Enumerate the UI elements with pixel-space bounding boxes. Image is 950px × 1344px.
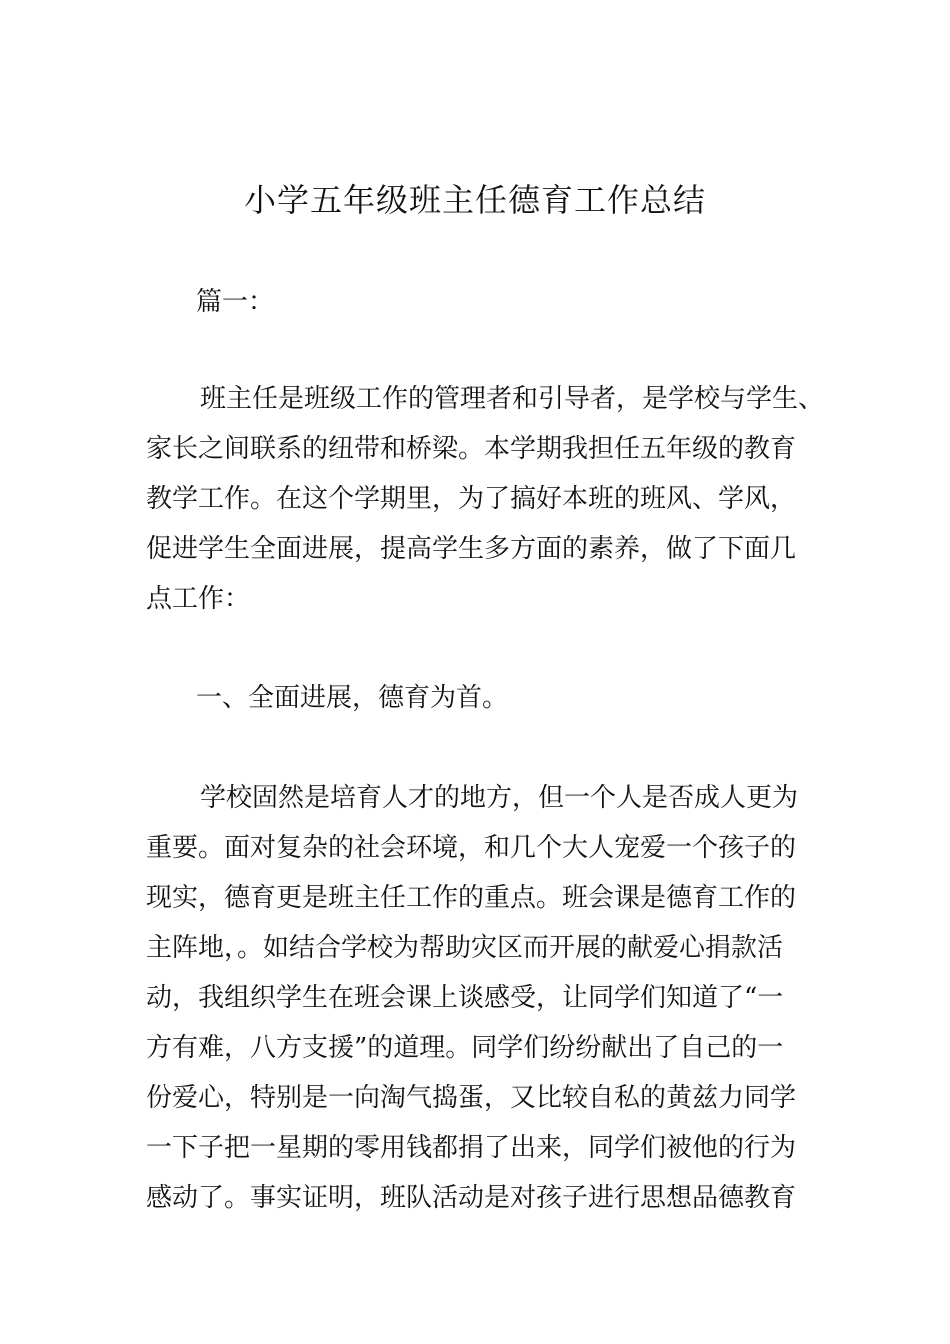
paragraph-line: 感动了。事实证明，班队活动是对孩子进行思想品德教育 [146, 1183, 797, 1213]
paragraph-line: 教学工作。在这个学期里，为了搞好本班的班风、学风， [146, 484, 797, 514]
paragraph-line: 份爱心，特别是一向淘气捣蛋，又比较自私的黄兹力同学 [146, 1083, 797, 1113]
section-label: 篇一： [196, 287, 275, 317]
paragraph-line: 方有难，八方支援”的道理。同学们纷纷献出了自己的一 [146, 1033, 784, 1063]
paragraph-line: 班主任是班级工作的管理者和引导者，是学校与学生、 [200, 384, 825, 414]
paragraph-line: 点工作： [146, 584, 251, 614]
paragraph-line: 学校固然是培育人才的地方，但一个人是否成人更为 [200, 783, 799, 813]
document-title: 小学五年级班主任德育工作总结 [243, 181, 706, 219]
paragraph-line: 一下子把一星期的零用钱都捐了出来，同学们被他的行为 [146, 1133, 797, 1163]
paragraph-line: 主阵地，。如结合学校为帮助灾区而开展的献爱心捐款活 [146, 933, 784, 963]
paragraph-line: 现实，德育更是班主任工作的重点。班会课是德育工作的 [146, 883, 797, 913]
paragraph-line: 动，我组织学生在班会课上谈感受，让同学们知道了“一 [146, 983, 784, 1013]
paragraph-line: 重要。面对复杂的社会环境，和几个大人宠爱一个孩子的 [146, 833, 797, 863]
section-heading: 一、全面进展，德育为首。 [196, 683, 509, 713]
paragraph-line: 家长之间联系的纽带和桥梁。本学期我担任五年级的教育 [146, 434, 797, 464]
paragraph-line: 促进学生全面进展，提高学生多方面的素养，做了下面几 [146, 534, 797, 564]
